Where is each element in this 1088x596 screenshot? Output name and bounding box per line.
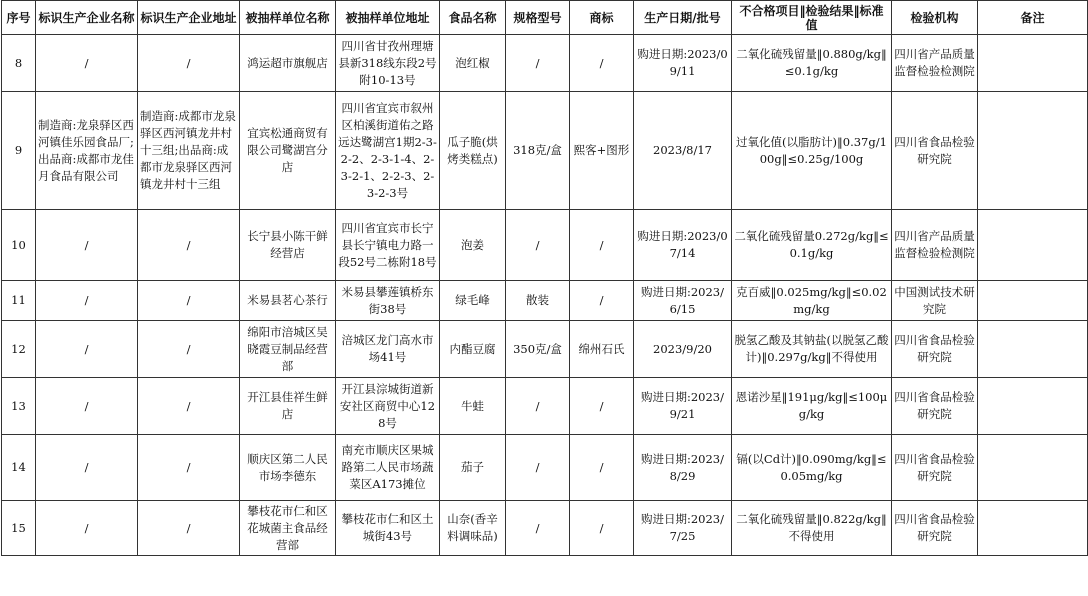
cell-result: 脱氢乙酸及其钠盐(以脱氢乙酸计)‖0.297g/kg‖不得使用: [732, 321, 892, 378]
cell-note: [978, 435, 1088, 501]
table-row: [2, 378, 1088, 435]
cell-note: [978, 35, 1088, 92]
cell-brand: /: [570, 281, 634, 321]
cell-result: 二氧化硫残留量‖0.822g/kg‖不得使用: [732, 501, 892, 556]
cell-result: 二氧化硫残留量‖0.880g/kg‖≤0.1g/kg: [732, 35, 892, 92]
cell-seq: 9: [2, 92, 36, 210]
cell-sampled-address: 米易县攀莲镇桥东街38号: [336, 281, 440, 321]
cell-agency: 四川省产品质量监督检验检测院: [892, 210, 978, 281]
cell-producer-address: 制造商:成都市龙泉驿区西河镇龙井村十三组;出品商:成都市龙泉驿区西河镇龙井村十三组: [138, 92, 240, 210]
cell-sampled-address: 攀枝花市仁和区土城街43号: [336, 501, 440, 556]
cell-producer-address: /: [138, 501, 240, 556]
header-result: 不合格项目‖检验结果‖标准值: [732, 1, 892, 35]
cell-producer-address: /: [138, 210, 240, 281]
cell-food-name: 牛蛙: [440, 378, 506, 435]
cell-sampled-address: 四川省甘孜州理塘县新318线东段2号附10-13号: [336, 35, 440, 92]
cell-sampled-address: 四川省宜宾市长宁县长宁镇电力路一段52号二栋附18号: [336, 210, 440, 281]
cell-note: [978, 321, 1088, 378]
cell-note: [978, 378, 1088, 435]
cell-sampled-unit: 攀枝花市仁和区花城菌主食品经营部: [240, 501, 336, 556]
header-note: 备注: [978, 1, 1088, 35]
cell-seq: 12: [2, 321, 36, 378]
cell-producer-address: /: [138, 435, 240, 501]
cell-food-name: 瓜子脆(烘烤类糕点): [440, 92, 506, 210]
cell-brand: 绵州石氏: [570, 321, 634, 378]
cell-brand: /: [570, 378, 634, 435]
cell-producer: /: [36, 501, 138, 556]
cell-producer: 制造商:龙泉驿区西河镇佳乐园食品厂;出品商:成都市龙佳月食品有限公司: [36, 92, 138, 210]
cell-note: [978, 281, 1088, 321]
cell-sampled-unit: 开江县佳祥生鲜店: [240, 378, 336, 435]
cell-result: 克百威‖0.025mg/kg‖≤0.02mg/kg: [732, 281, 892, 321]
cell-date: 购进日期:2023/09/11: [634, 35, 732, 92]
cell-result: 镉(以Cd计)‖0.090mg/kg‖≤0.05mg/kg: [732, 435, 892, 501]
cell-agency: 中国测试技术研究院: [892, 281, 978, 321]
cell-sampled-address: 开江县淙城街道新安社区商贸中心128号: [336, 378, 440, 435]
header-seq: 序号: [2, 1, 36, 35]
header-sampled-unit: 被抽样单位名称: [240, 1, 336, 35]
cell-brand: 熙客+图形: [570, 92, 634, 210]
header-producer: 标识生产企业名称: [36, 1, 138, 35]
cell-seq: 11: [2, 281, 36, 321]
cell-producer-address: /: [138, 378, 240, 435]
table-row: [2, 435, 1088, 501]
cell-date: 2023/9/20: [634, 321, 732, 378]
header-sampled-address: 被抽样单位地址: [336, 1, 440, 35]
cell-sampled-unit: 米易县茗心茶行: [240, 281, 336, 321]
cell-producer-address: /: [138, 321, 240, 378]
cell-date: 购进日期:2023/8/29: [634, 435, 732, 501]
cell-agency: 四川省食品检验研究院: [892, 501, 978, 556]
cell-agency: 四川省产品质量监督检验检测院: [892, 35, 978, 92]
cell-agency: 四川省食品检验研究院: [892, 378, 978, 435]
table-row: [2, 501, 1088, 556]
cell-seq: 8: [2, 35, 36, 92]
cell-sampled-unit: 宜宾松通商贸有限公司鹭湖宫分店: [240, 92, 336, 210]
cell-food-name: 泡红椒: [440, 35, 506, 92]
cell-seq: 14: [2, 435, 36, 501]
cell-sampled-unit: 绵阳市涪城区吴晓霞豆制品经营部: [240, 321, 336, 378]
cell-sampled-unit: 顺庆区第二人民市场李德东: [240, 435, 336, 501]
header-agency: 检验机构: [892, 1, 978, 35]
cell-brand: /: [570, 435, 634, 501]
cell-result: 二氧化硫残留量0.272g/kg‖≤0.1g/kg: [732, 210, 892, 281]
cell-date: 购进日期:2023/6/15: [634, 281, 732, 321]
cell-sampled-unit: 鸿运超市旗舰店: [240, 35, 336, 92]
cell-note: [978, 501, 1088, 556]
cell-food-name: 绿毛峰: [440, 281, 506, 321]
cell-producer-address: /: [138, 281, 240, 321]
cell-brand: /: [570, 210, 634, 281]
cell-result: 恩诺沙星‖191μg/kg‖≤100μg/kg: [732, 378, 892, 435]
table-row: [2, 92, 1088, 210]
table-row: [2, 281, 1088, 321]
cell-seq: 15: [2, 501, 36, 556]
cell-note: [978, 92, 1088, 210]
table-row: [2, 35, 1088, 92]
cell-agency: 四川省食品检验研究院: [892, 321, 978, 378]
cell-brand: /: [570, 35, 634, 92]
cell-producer: /: [36, 378, 138, 435]
cell-spec: /: [506, 501, 570, 556]
cell-seq: 10: [2, 210, 36, 281]
cell-spec: /: [506, 378, 570, 435]
cell-sampled-unit: 长宁县小陈干鲜经营店: [240, 210, 336, 281]
cell-producer-address: /: [138, 35, 240, 92]
cell-date: 购进日期:2023/07/14: [634, 210, 732, 281]
cell-food-name: 山奈(香辛料调味品): [440, 501, 506, 556]
cell-producer: /: [36, 321, 138, 378]
cell-agency: 四川省食品检验研究院: [892, 92, 978, 210]
table-row: [2, 210, 1088, 281]
cell-food-name: 茄子: [440, 435, 506, 501]
cell-spec: 350克/盒: [506, 321, 570, 378]
cell-food-name: 泡姜: [440, 210, 506, 281]
cell-spec: /: [506, 210, 570, 281]
cell-date: 购进日期:2023/7/25: [634, 501, 732, 556]
header-spec: 规格型号: [506, 1, 570, 35]
cell-spec: 318克/盒: [506, 92, 570, 210]
sampling-results-table: [1, 0, 1088, 556]
cell-producer: /: [36, 435, 138, 501]
cell-result: 过氧化值(以脂肪计)‖0.37g/100g‖≤0.25g/100g: [732, 92, 892, 210]
table-row: [2, 321, 1088, 378]
cell-producer: /: [36, 210, 138, 281]
cell-brand: /: [570, 501, 634, 556]
cell-date: 购进日期:2023/9/21: [634, 378, 732, 435]
cell-seq: 13: [2, 378, 36, 435]
cell-date: 2023/8/17: [634, 92, 732, 210]
cell-agency: 四川省食品检验研究院: [892, 435, 978, 501]
cell-sampled-address: 南充市顺庆区果城路第二人民市场蔬菜区A173摊位: [336, 435, 440, 501]
cell-spec: /: [506, 35, 570, 92]
header-brand: 商标: [570, 1, 634, 35]
cell-producer: /: [36, 281, 138, 321]
cell-sampled-address: 四川省宜宾市叙州区柏溪街道佑之路远达鹭湖宫1期2-3-2-2、2-3-1-4、2-3-2-1、2-2-3、2-3-2-3号: [336, 92, 440, 210]
cell-spec: /: [506, 435, 570, 501]
cell-spec: 散装: [506, 281, 570, 321]
header-row: [2, 1, 1088, 35]
header-date: 生产日期/批号: [634, 1, 732, 35]
cell-producer: /: [36, 35, 138, 92]
cell-food-name: 内酯豆腐: [440, 321, 506, 378]
cell-sampled-address: 涪城区龙门高水市场41号: [336, 321, 440, 378]
cell-note: [978, 210, 1088, 281]
header-food-name: 食品名称: [440, 1, 506, 35]
header-producer-address: 标识生产企业地址: [138, 1, 240, 35]
